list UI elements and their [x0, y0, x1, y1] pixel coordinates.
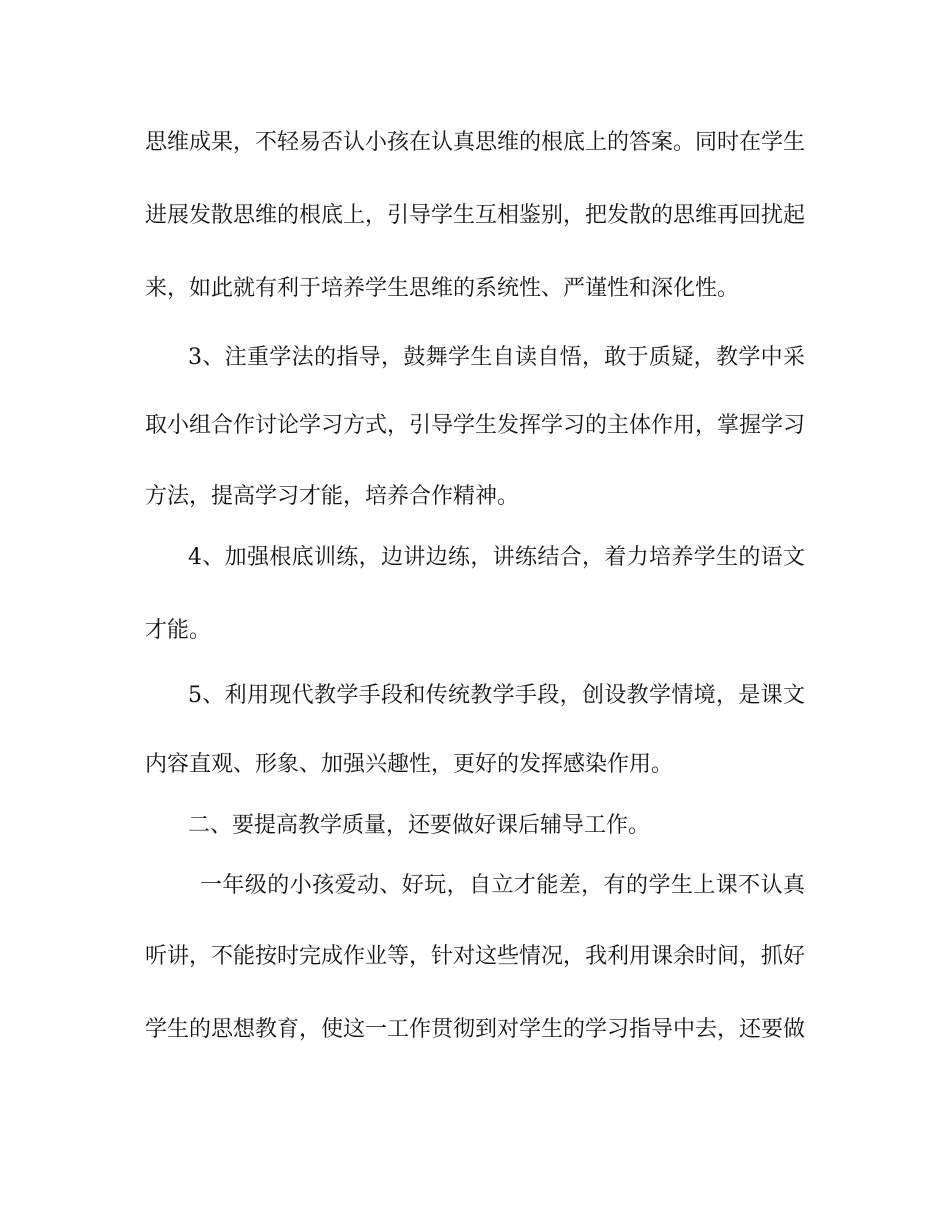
text-line: 听讲，不能按时完成作业等，针对这些情况，我利用课余时间，抓好 [145, 944, 806, 969]
text-line: 思维成果，不轻易否认小孩在认真思维的根底上的答案。同时在学生 [145, 130, 806, 155]
section-heading: 二、要提高教学质量，还要做好课后辅导工作。 [188, 813, 651, 838]
text-line: 方法，提高学习才能，培养合作精神。 [145, 484, 520, 509]
text-line: 学生的思想教育，使这一工作贯彻到对学生的学习指导中去，还要做 [145, 1017, 806, 1042]
text-line: 取小组合作讨论学习方式，引导学生发挥学习的主体作用，掌握学习 [145, 413, 806, 438]
paragraph-line: 4、加强根底训练，边讲边练，讲练结合，着力培养学生的语文 [188, 545, 805, 570]
paragraph-line: 3、注重学法的指导，鼓舞学生自读自悟，敢于质疑，教学中采 [188, 345, 805, 370]
text-line: 才能。 [145, 618, 212, 643]
paragraph-line: 5、利用现代教学手段和传统教学手段，创设教学情境，是课文 [188, 683, 805, 708]
text-line: 进展发散思维的根底上，引导学生互相鉴别，把发散的思维再回扰起 [145, 203, 806, 228]
text-line: 内容直观、形象、加强兴趣性，更好的发挥感染作用。 [145, 752, 674, 777]
paragraph-line: 一年级的小孩爱动、好玩，自立才能差，有的学生上课不认真 [200, 873, 805, 898]
text-line: 来，如此就有利于培养学生思维的系统性、严谨性和深化性。 [145, 276, 740, 301]
